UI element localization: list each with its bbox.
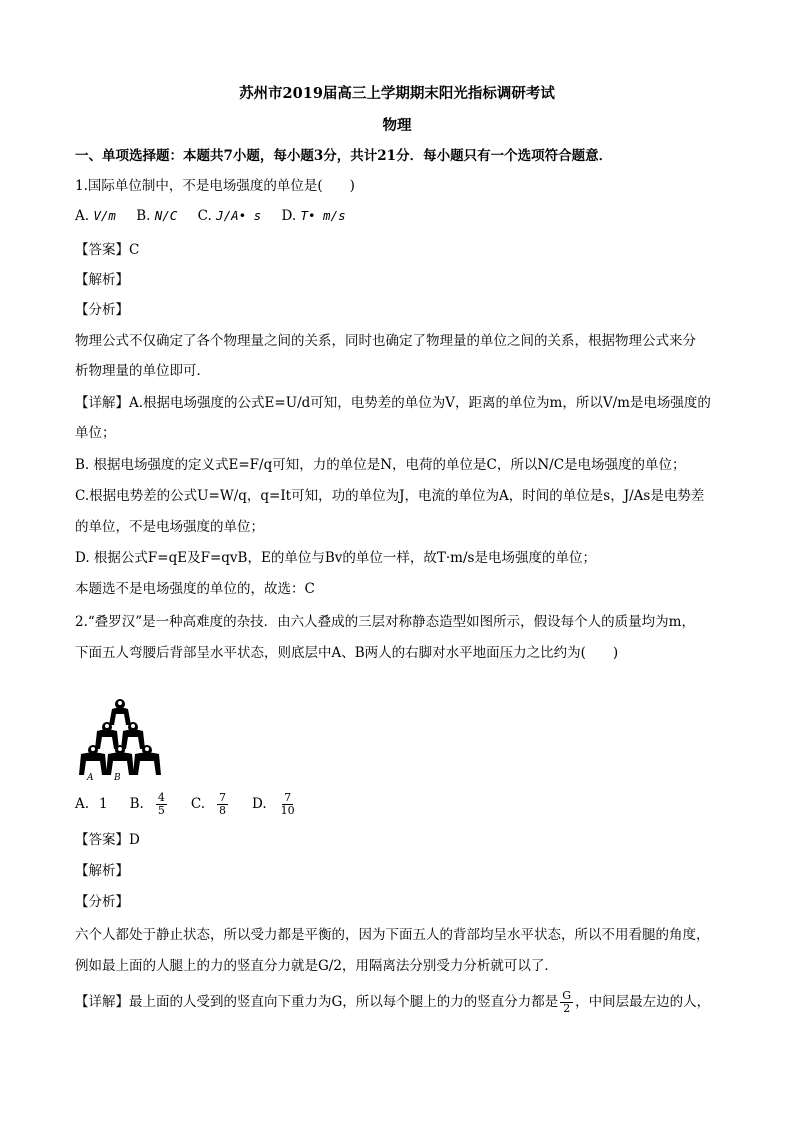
q1-detail-b: B. 根据电场强度的定义式E=F/q可知，力的单位是N，电荷的单位是C，所以N/C是电场强度的单位； xyxy=(75,457,686,473)
q1-detail-a-line1: 【详解】A.根据电场强度的公式E=U/d可知，电势差的单位为V，距离的单位为m，所以V/m是电场强度的 xyxy=(75,395,711,411)
fraction: $\frac{G}{2}$ xyxy=(562,988,572,1015)
q1-answer: 【答案】C xyxy=(75,242,140,258)
q2-detail: 【详解】最上面的人受到的竖直向下重力为G，所以每个腿上的力的竖直分力都是 $\frac{G}{2}$ ，中间层最左边的人， xyxy=(75,988,711,1015)
q1-detail-c-line1: C.根据电势差的公式U=W/q，q=It可知，功的单位为J，电流的单位为A，时间的单位是s，J/As是电势差 xyxy=(75,488,705,504)
q1-options xyxy=(75,206,362,226)
fraction: $\frac{4}{5}$ xyxy=(157,790,165,817)
q1-option-d: D. T• m/s xyxy=(281,208,346,224)
q1-option-b: B. N/C xyxy=(136,208,178,224)
q1-option-a: A. V/m xyxy=(75,208,116,224)
q2-option-a: A. 1 xyxy=(75,796,108,812)
figure-label-b: B xyxy=(114,773,121,781)
q2-options xyxy=(75,787,321,821)
q2-answer: 【答案】D xyxy=(75,832,140,848)
q2-analysis-tag: 【解析】 xyxy=(75,863,129,879)
q2-option-c: C. $\frac{7}{8}$ xyxy=(190,790,226,817)
q1-conclusion: 本题选不是电场强度的单位的，故选：C xyxy=(75,581,315,597)
q1-analysis-tag: 【解析】 xyxy=(75,272,129,288)
human-pyramid-figure xyxy=(75,697,165,781)
q1-stem: 1.国际单位制中，不是电场强度的单位是( ) xyxy=(75,178,355,194)
q1-fenxi-line1: 物理公式不仅确定了各个物理量之间的关系，同时也确定了物理量的单位之间的关系，根据物理公式来分 xyxy=(75,333,696,349)
q2-fenxi-tag: 【分析】 xyxy=(75,894,129,910)
q2-stem-line2: 下面五人弯腰后背部呈水平状态，则底层中A、B两人的右脚对水平地面压力之比约为( ) xyxy=(75,645,619,661)
section-heading: 一、单项选择题：本题共7小题，每小题3分，共计21分．每小题只有一个选项符合题意． xyxy=(75,148,613,164)
q1-detail-a-line2: 单位； xyxy=(75,425,116,441)
q2-fenxi-line1: 六个人都处于静止状态，所以受力都是平衡的，因为下面五人的背部均呈水平状态，所以不用看腿的角度， xyxy=(75,927,710,943)
q2-fenxi-line2: 例如最上面的人腿上的力的竖直分力就是G/2，用隔离法分别受力分析就可以了． xyxy=(75,958,558,974)
figure-label-a: A xyxy=(87,773,94,781)
q1-fenxi-line2: 析物理量的单位即可． xyxy=(75,363,210,379)
q2-option-d: D. $\frac{7}{10}$ xyxy=(252,790,295,817)
subject-title: 物理 xyxy=(382,117,412,134)
fraction: $\frac{7}{10}$ xyxy=(280,790,295,817)
q1-fenxi-tag: 【分析】 xyxy=(75,302,129,318)
q2-stem-line1: 2.“叠罗汉”是一种高难度的杂技．由六人叠成的三层对称静态造型如图所示，假设每个人的质量均为m， xyxy=(75,614,695,630)
q1-option-c: C. J/A• s xyxy=(197,208,262,224)
q1-detail-d: D. 根据公式F=qE及F=qvB，E的单位与Bv的单位一样，故T·m/s是电场强度的单位； xyxy=(75,550,596,566)
q2-option-b: B. $\frac{4}{5}$ xyxy=(129,790,165,817)
fraction: $\frac{7}{8}$ xyxy=(219,790,226,817)
q1-detail-c-line2: 的单位，不是电场强度的单位； xyxy=(75,519,264,535)
exam-title: 苏州市2019届高三上学期期末阳光指标调研考试 xyxy=(239,85,555,102)
